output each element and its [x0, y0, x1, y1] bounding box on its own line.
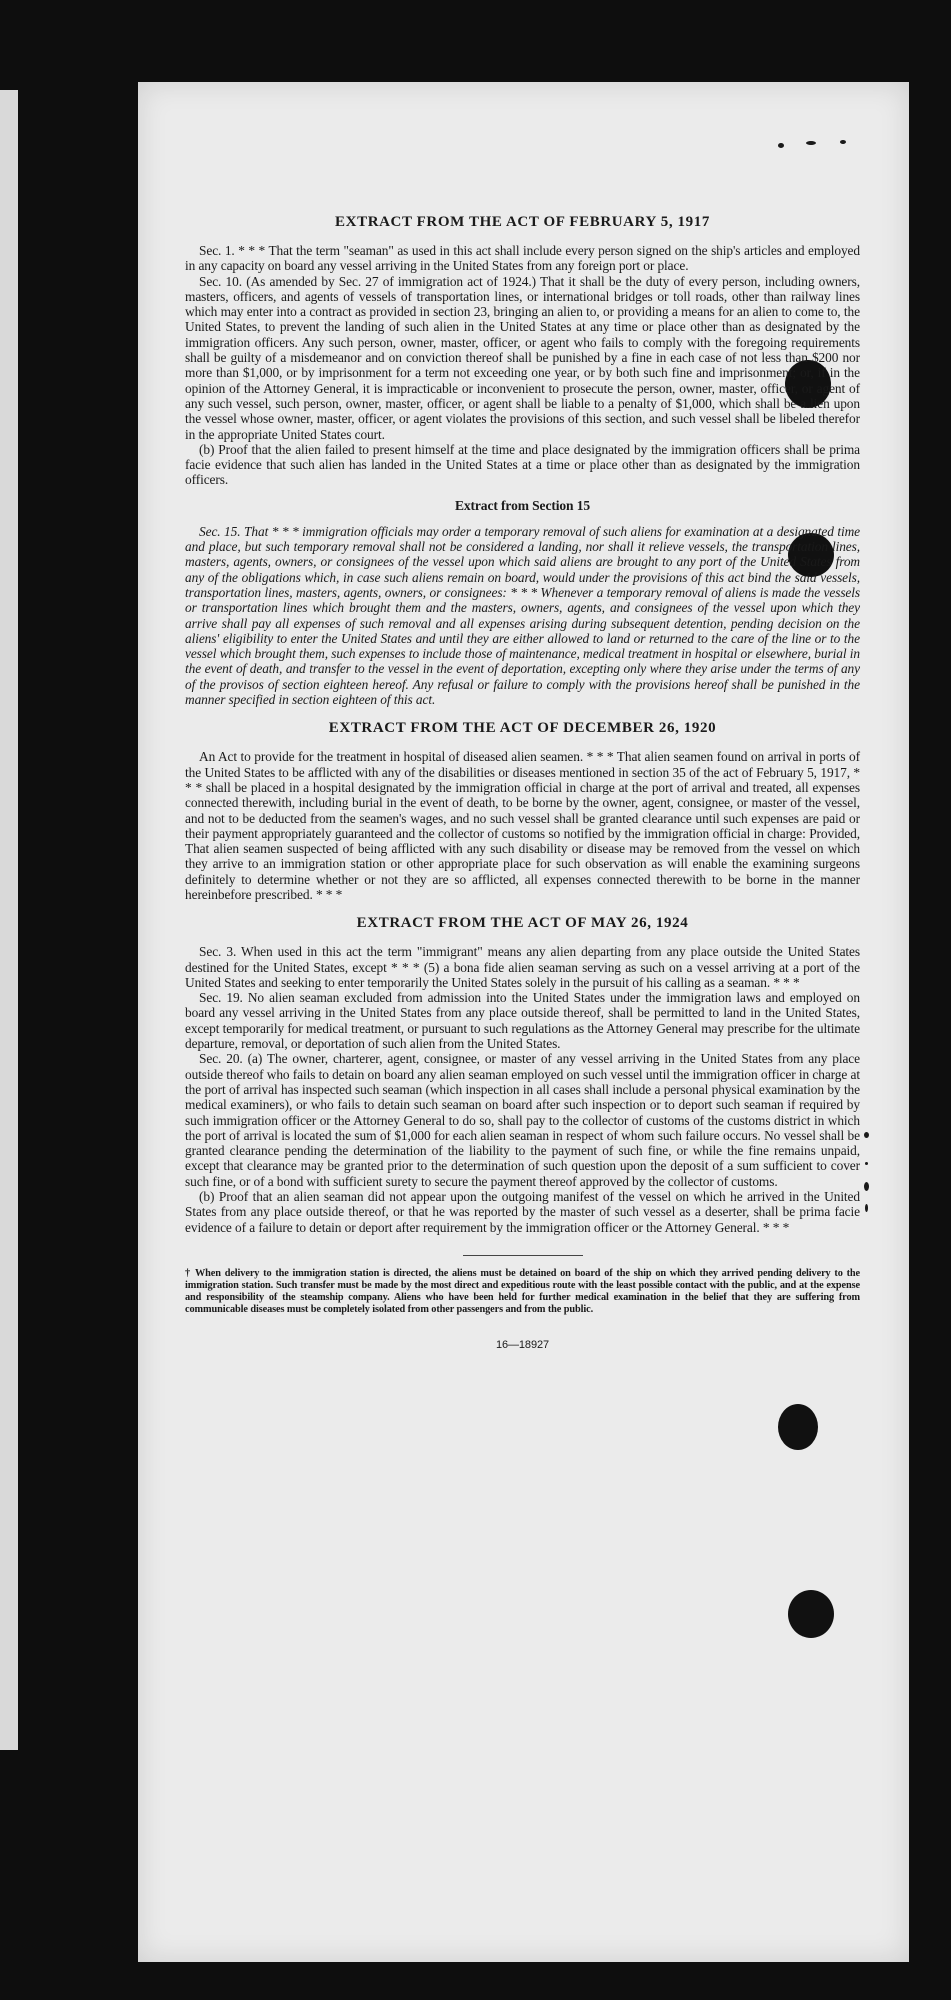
section-3-paragraph: Sec. 3. When used in this act the term "immigrant" means any alien departing from any place outside the United States destined for the United States, except * * * (5) a bona fide alien seaman serving as such on a vessel arriving at a port of the United States and seeking to enter temporarily the United States solely in the pursuit of his calling as a seaman. * * * — [185, 944, 860, 990]
section-10b-paragraph: (b) Proof that the alien failed to present himself at the time and place designated by the immigration officers shall be prima facie evidence that such alien has landed in the United States at a time or place other than as designated by the immigration officers. — [185, 441, 860, 488]
section-20a-paragraph: Sec. 20. (a) The owner, charterer, agent, consignee, or master of any vessel arriving in the United States from any place outside thereof who fails to detain on board any alien seaman employed on such vessel until the immigration officer in charge at the port of arrival has inspected such seaman (which inspection in all cases shall include a personal physical examination by the medical examiners), or who fails to detain such seaman on board after such inspection or to deport such seaman if required by such immigration officer or the Attorney General to do so, shall pay to the collector of customs of the customs district in which the port of arrival is located the sum of $1,000 for each alien seaman in respect of whom such failure occurs. No vessel shall be granted clearance pending the determination of the liability to the payment of such fine, or while the fine remains unpaid, except that clearance may be granted prior to the determination of such question upon the deposit of a sum sufficient to cover such fine, or of a bond with sufficient surety to secure the payment thereof approved by the collector of customs. — [185, 1051, 860, 1189]
scan-speck — [778, 143, 784, 148]
scan-speck — [864, 1132, 869, 1138]
scan-speck — [864, 1182, 869, 1191]
scan-speck — [865, 1162, 868, 1165]
document-text — [185, 213, 860, 1353]
section-19-paragraph: Sec. 19. No alien seaman excluded from admission into the United States under the immigration laws and employed on board any vessel arriving in the United States from any place outside thereof, shall be permitted to land in the United States, except temporarily for medical treatment, or pursuant to such regulations as the Attorney General may prescribe for the ultimate departure, removal, or deportation of such alien from the United States. — [185, 990, 860, 1052]
footnote-divider — [463, 1255, 583, 1256]
form-number: 16—18927 — [495, 1338, 550, 1351]
section-1-paragraph: Sec. 1. * * * That the term "seaman" as used in this act shall include every person signed on the ship's articles and employed in any capacity on board any vessel arriving in the United States from any foreign port or place. — [185, 243, 860, 274]
section-10-paragraph: Sec. 10. (As amended by Sec. 27 of immigration act of 1924.) That it shall be the duty of every person, including owners, masters, officers, and agents of vessels of transportation lines, or international bridges or toll roads, other than railway lines which may enter into a contract as provided in section 23, bringing an alien to, or providing a means for an alien to come to, the United States, to prevent the landing of such alien in the United States at any time or place other than as designated by the immigration officers. Any such person, owner, master, officer, or agent who fails to comply with the foregoing requirements shall be guilty of a misdemeanor and on conviction thereof shall be punished by a fine in each case of not less than $200 nor more than $1,000, or by imprisonment for a term not exceeding one year, or by both such fine and imprisonment; or, if in the opinion of the Attorney General, it is impracticable or inconvenient to prosecute the person, owner, master, officer, or agent of any such vessel, such person, owner, master, officer, or agent shall be liable to a penalty of $1,000, which shall be a lien upon the vessel whose owner, master, officer, or agent violates the provisions of this section, and such vessel shall be libeled therefor in the appropriate United States court. — [185, 273, 860, 442]
ink-blot — [778, 1404, 818, 1450]
act-1920-paragraph: An Act to provide for the treatment in hospital of diseased alien seamen. * * * That alien seamen found on arrival in ports of the United States to be afflicted with any of the disabilities or diseases mentioned in section 35 of the act of February 5, 1917, * * * shall be placed in a hospital designated by the immigration official in charge at the port of arrival and treated, all expenses connected therewith, including burial in the event of death, to be borne by the owner, agent, consignee, or master of the vessel, and not to be deducted from the seamen's wages, and no such vessel shall be granted clearance until such expenses are paid or their payment appropriately guaranteed and the collector of customs so notified by the immigration official in charge: Provided, That alien seamen suspected of being afflicted with any such disability or disease may be removed from the vessel on which they arrive to an immigration station or other appropriate place for such observation as will enable the examining surgeons definitely to determine whether or not they are so afflicted, all expenses connected therewith to be borne in the manner hereinbefore prescribed. * * * — [185, 749, 860, 902]
footnote: † When delivery to the immigration station is directed, the aliens must be detained on board of the ship on which they arrived pending delivery to the immigration station. Such transfer must be made by the most direct and expeditious route with the least possible contact with the public, and at the expense and responsibility of the steamship company. Aliens who have been held for further medical examination in the belief that they are suffering from communicable diseases must be completely isolated from other passengers and from the public. — [185, 1267, 860, 1315]
extract-1920-title: EXTRACT FROM THE ACT OF DECEMBER 26, 1920 — [328, 720, 717, 737]
section-20b-paragraph: (b) Proof that an alien seaman did not appear upon the outgoing manifest of the vessel on which he arrived in the United States from any place outside thereof, or that he was reported by the master of such vessel as a deserter, shall be prima facie evidence of a failure to detain or deport after requirement by the immigration officer or the Attorney General. * * * — [185, 1189, 860, 1235]
extract-1917-title: EXTRACT FROM THE ACT OF FEBRUARY 5, 1917 — [335, 214, 710, 230]
scan-speck — [840, 140, 846, 144]
ink-blot — [788, 1590, 834, 1638]
extract-1924-title: EXTRACT FROM THE ACT OF MAY 26, 1924 — [356, 915, 689, 932]
document-page — [138, 82, 909, 1962]
scan-speck — [865, 1204, 868, 1212]
section-15-title: Extract from Section 15 — [454, 497, 591, 513]
section-15-paragraph: Sec. 15. That * * * immigration officials may order a temporary removal of such aliens for examination at a designated time and place, but such temporary removal shall not be considered a landing, nor shall it relieve vessels, the transportation lines, masters, agents, owners, or consignees of the vessel upon which said aliens are brought to any port of the United States from any of the obligations which, in case such aliens remain on board, would under the provisions of this act bind the said vessels, transportation lines, masters, agents, owners, or consignees: * * * Whenever a temporary removal of aliens is made the vessels or transportation lines which brought them and the masters, owners, agents, and consignees of the vessel upon which they arrive shall pay all expenses of such removal and all expenses arising during subsequent detention, pending decision on the aliens' eligibility to enter the United States and until they are either allowed to land or returned to the care of the line or to the vessel which brought them, such expenses to include those of maintenance, medical treatment in hospital or elsewhere, burial in the event of death, and transfer to the vessel in the event of deportation, excepting only where they arise under the terms of any of the provisos of section eighteen hereof. Any refusal or failure to comply with the provisions hereof shall be punished in the manner specified in section eighteen of this act. — [185, 523, 860, 708]
adjacent-page-edge — [0, 90, 18, 1750]
scan-speck — [806, 141, 816, 145]
